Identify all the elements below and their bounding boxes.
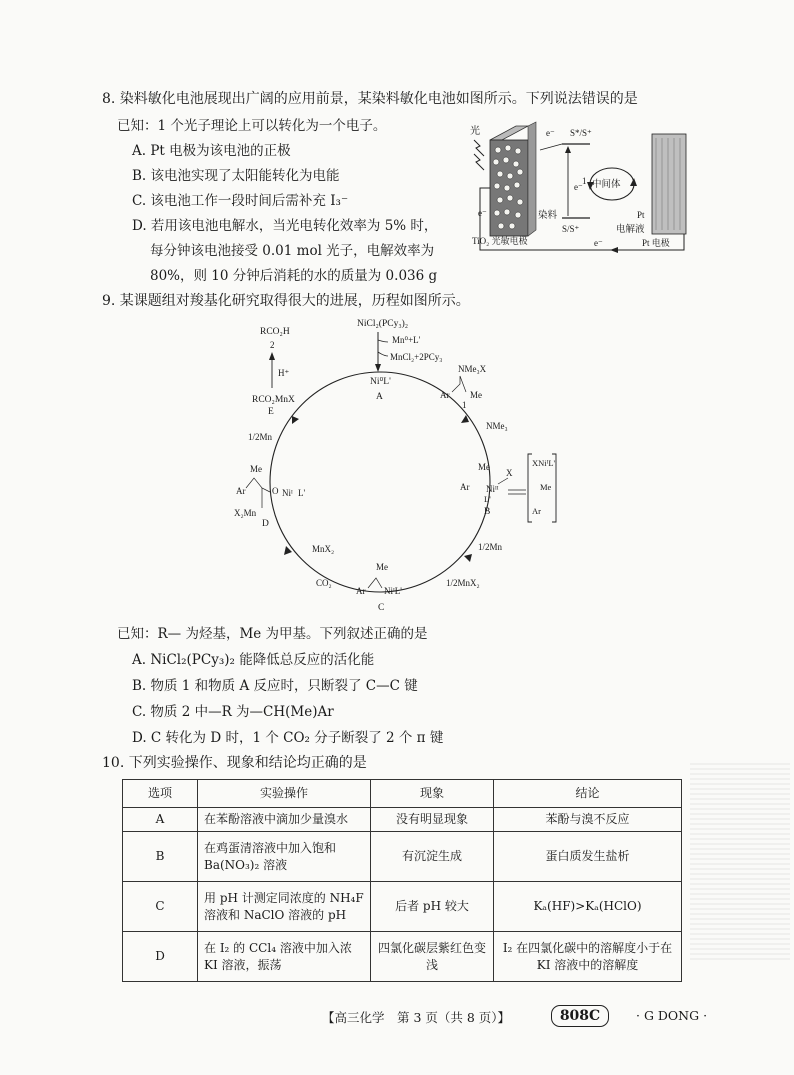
num-1: 1 xyxy=(582,176,587,186)
row-d-conclusion: I₂ 在四氯化碳中的溶解度小于在 KI 溶液中的溶解度 xyxy=(494,932,682,982)
rco2h-label: RCO₂H xyxy=(260,327,290,337)
paper-code-badge: 808C xyxy=(551,1005,609,1027)
q8-option-a: A. Pt 电极为该电池的正极 xyxy=(132,143,291,159)
row-c-conclusion: Kₐ(HF)>Kₐ(HClO) xyxy=(494,882,682,932)
header-conclusion: 结论 xyxy=(494,780,682,808)
q9-option-a: A. NiCl₂(PCy₃)₂ 能降低总反应的活化能 xyxy=(132,652,375,668)
row-b-option: B xyxy=(123,832,198,882)
dye-cell-figure xyxy=(470,120,694,280)
light-label: 光 xyxy=(470,126,480,137)
q8-option-d-line3: 80%，则 10 分钟后消耗的水的质量为 0.036 g xyxy=(150,268,438,284)
q9-given: 已知：R— 为烃基，Me 为甲基。下列叙述正确的是 xyxy=(117,626,428,642)
nme3x-label: NMe₃X xyxy=(458,364,487,374)
half-mnx2-label: 1/2MnX₂ xyxy=(446,578,480,588)
num-1-label: 1 xyxy=(462,400,467,410)
label-a: A xyxy=(376,392,383,402)
ar-1-label: Ar xyxy=(440,390,450,400)
q9-option-c: C. 物质 2 中—R 为—CH(Me)Ar xyxy=(132,704,334,720)
half-mn-right-label: 1/2Mn xyxy=(478,542,503,552)
intermediate-label: 中间体 xyxy=(592,180,621,190)
tio2-label: TiO₂ 光敏电极 xyxy=(472,236,528,246)
mnx2-label: MnX₂ xyxy=(312,544,335,554)
row-c-option: C xyxy=(123,882,198,932)
q9-option-d: D. C 转化为 D 时，1 个 CO₂ 分子断裂了 2 个 π 键 xyxy=(132,730,444,746)
electrolyte-label: 电解液 xyxy=(616,225,645,235)
header-option: 选项 xyxy=(123,780,198,808)
ni-c-label: NiᴵL' xyxy=(384,586,402,596)
table-row xyxy=(123,808,682,832)
q8-option-c: C. 该电池工作一段时间后需补充 I₃⁻ xyxy=(132,193,349,209)
dye-label: 染料 xyxy=(538,211,558,221)
q8-stem: 8. 染料敏化电池展现出广阔的应用前景，某染料敏化电池如图所示。下列说法错误的是 xyxy=(102,91,638,107)
row-b-phenomenon: 有沉淀生成 xyxy=(371,832,494,882)
me-1-label: Me xyxy=(470,390,482,400)
brand-mark: · G DONG · xyxy=(636,1008,708,1023)
ar-c-label: Ar xyxy=(356,586,366,596)
label-e: E xyxy=(268,407,274,417)
nicl2-pcy3-label: NiCl₂(PCy₃)₂ xyxy=(357,319,409,329)
x-b-label: X xyxy=(506,468,513,478)
row-d-operation: 在 I₂ 的 CCl₄ 溶液中加入浓 KI 溶液，振荡 xyxy=(198,932,371,982)
label-d: D xyxy=(262,519,269,529)
table-header-row xyxy=(123,780,682,808)
pt-electrode xyxy=(652,134,686,234)
row-a-conclusion: 苯酚与溴不反应 xyxy=(494,808,682,832)
q8-given: 已知：1 个光子理论上可以转化为一个电子。 xyxy=(117,118,387,134)
me-b-label: Me xyxy=(478,462,490,472)
row-d-phenomenon: 四氯化碳层紫红色变浅 xyxy=(371,932,494,982)
table-row xyxy=(123,882,682,932)
l-d-label: L' xyxy=(298,488,306,498)
h-plus-label: H⁺ xyxy=(278,368,290,378)
x2mn-label: X₂Mn xyxy=(234,508,257,518)
row-a-operation: 在苯酚溶液中滴加少量溴水 xyxy=(198,808,371,832)
q8-option-b: B. 该电池实现了太阳能转化为电能 xyxy=(132,168,340,184)
row-b-conclusion: 蛋白质发生盐析 xyxy=(494,832,682,882)
o-d-label: O xyxy=(272,486,279,496)
nme3-label: NMe₃ xyxy=(486,421,508,431)
electron-bottom: e⁻ xyxy=(594,238,603,248)
catalytic-cycle-ring xyxy=(270,372,490,592)
label-c: C xyxy=(378,603,385,613)
electron-top: e⁻ xyxy=(546,128,555,138)
me-d-label: Me xyxy=(250,464,262,474)
row-a-option: A xyxy=(123,808,198,832)
q9-stem: 9. 某课题组对羧基化研究取得很大的进展，历程如图所示。 xyxy=(102,293,470,309)
bracket-xnil-label: XNiᴵL' xyxy=(532,458,556,468)
table-row xyxy=(123,932,682,982)
ni-b-label: Niᴵᴵ xyxy=(486,484,499,494)
label-b: B xyxy=(484,507,491,517)
l-b-label: L' xyxy=(484,494,491,504)
header-phenomenon: 现象 xyxy=(371,780,494,808)
rco2mnx-label: RCO₂MnX xyxy=(252,395,295,405)
me-c-label: Me xyxy=(376,562,388,572)
light-arrows xyxy=(474,140,484,170)
q10-stem: 10. 下列实验操作、现象和结论均正确的是 xyxy=(102,755,367,771)
tio2-electrode xyxy=(490,122,536,236)
co2-label: CO₂ xyxy=(316,578,332,588)
pt-electrode-label: Pt 电极 xyxy=(642,238,670,248)
half-mn-left-label: 1/2Mn xyxy=(248,432,273,442)
ar-d-label: Ar xyxy=(236,486,246,496)
num-2-label: 2 xyxy=(270,340,275,350)
row-a-phenomenon: 没有明显现象 xyxy=(371,808,494,832)
scan-noise xyxy=(690,760,790,960)
row-c-phenomenon: 后者 pH 较大 xyxy=(371,882,494,932)
bracket-me-label: Me xyxy=(540,482,552,492)
table-row xyxy=(123,832,682,882)
electron-mid: e⁻ xyxy=(574,182,583,192)
experiment-table xyxy=(122,779,682,982)
ni0-label: Ni⁰L' xyxy=(370,377,391,387)
row-c-operation: 用 pH 计测定同浓度的 NH₄F 溶液和 NaClO 溶液的 pH xyxy=(198,882,371,932)
mn0-l-label: Mn⁰+L' xyxy=(392,335,421,345)
q9-option-b: B. 物质 1 和物质 A 反应时，只断裂了 C—C 键 xyxy=(132,678,418,694)
electron-left: e⁻ xyxy=(478,208,487,218)
bracket-ar-label: Ar xyxy=(532,506,541,516)
pt-label: Pt xyxy=(637,210,645,220)
excited-pair: S*/S⁺ xyxy=(570,128,592,138)
mncl2-label: MnCl₂+2PCy₃ xyxy=(390,352,443,362)
header-operation: 实验操作 xyxy=(198,780,371,808)
q8-option-d: D. 若用该电池电解水，当光电转化效率为 5% 时， xyxy=(132,218,438,234)
page-footer: 【高三化学 第 3 页（共 8 页）】 xyxy=(322,1010,511,1025)
ar-b-label: Ar xyxy=(460,482,470,492)
ni-d-label: Niᴵ xyxy=(282,488,293,498)
row-b-operation: 在鸡蛋清溶液中加入饱和 Ba(NO₃)₂ 溶液 xyxy=(198,832,371,882)
q8-option-d-line2: 每分钟该电池接受 0.01 mol 光子，电解效率为 xyxy=(150,243,435,259)
row-d-option: D xyxy=(123,932,198,982)
ground-pair: S/S⁺ xyxy=(562,224,580,234)
carboxylation-cycle-scheme xyxy=(220,312,560,617)
